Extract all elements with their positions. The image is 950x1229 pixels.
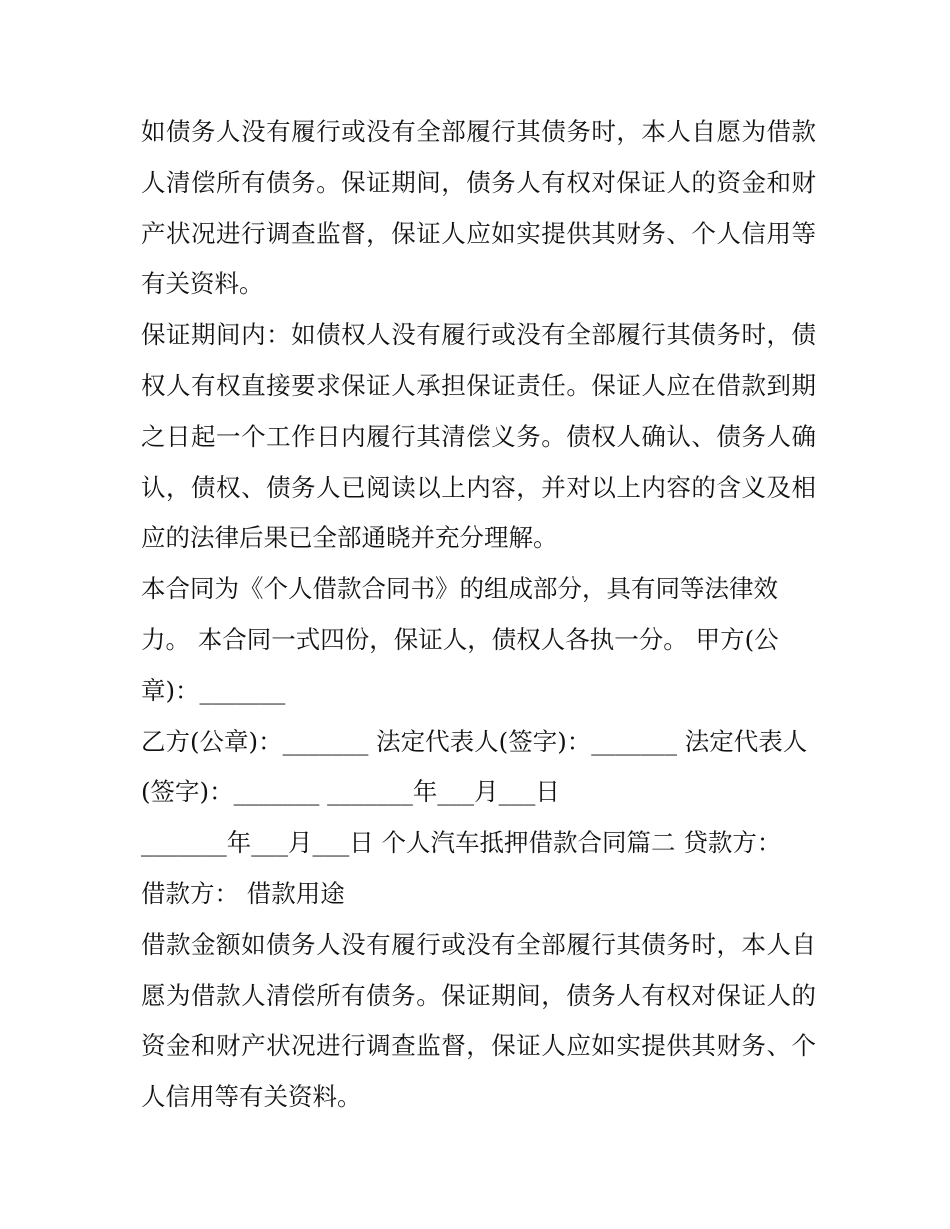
- text-line: 应的法律后果已全部通晓并充分理解。: [141, 523, 558, 553]
- text-line: 之日起一个工作日内履行其清偿义务。债权人确认、债务人确: [141, 421, 816, 451]
- text-line: _______年___月___日 个人汽车抵押借款合同篇二 贷款方：: [141, 828, 782, 858]
- text-line: 借款方： 借款用途: [141, 878, 345, 908]
- text-line: 有关资料。: [141, 269, 264, 299]
- text-line: 保证期间内：如债权人没有履行或没有全部履行其债务时，债: [141, 320, 816, 350]
- text-line: 借款金额如债务人没有履行或没有全部履行其债务时，本人自: [141, 929, 816, 959]
- text-line: 乙方(公章)：_______ 法定代表人(签字)：_______ 法定代表人: [141, 726, 808, 756]
- document-body: [141, 107, 816, 1123]
- text-line: 权人有权直接要求保证人承担保证责任。保证人应在借款到期: [141, 370, 816, 400]
- text-line: 人信用等有关资料。: [141, 1082, 362, 1112]
- text-line: 产状况进行调查监督，保证人应如实提供其财务、个人信用等: [141, 218, 816, 248]
- text-line: (签字)：_______ _______年___月___日: [141, 777, 560, 807]
- text-line: 资金和财产状况进行调查监督，保证人应如实提供其财务、个: [141, 1031, 816, 1061]
- text-line: 如债务人没有履行或没有全部履行其债务时，本人自愿为借款: [141, 117, 816, 146]
- text-line: 认，债权、债务人已阅读以上内容，并对以上内容的含义及相: [141, 472, 816, 502]
- text-line: 愿为借款人清偿所有债务。保证期间，债务人有权对保证人的: [141, 980, 816, 1010]
- text-line: 人清偿所有债务。保证期间，债务人有权对保证人的资金和财: [141, 167, 816, 197]
- text-line: 章)：_______: [141, 675, 286, 705]
- text-line: 力。 本合同一式四份，保证人，债权人各执一分。 甲方(公: [141, 624, 779, 654]
- text-line: 本合同为《个人借款合同书》的组成部分，具有同等法律效: [141, 574, 778, 604]
